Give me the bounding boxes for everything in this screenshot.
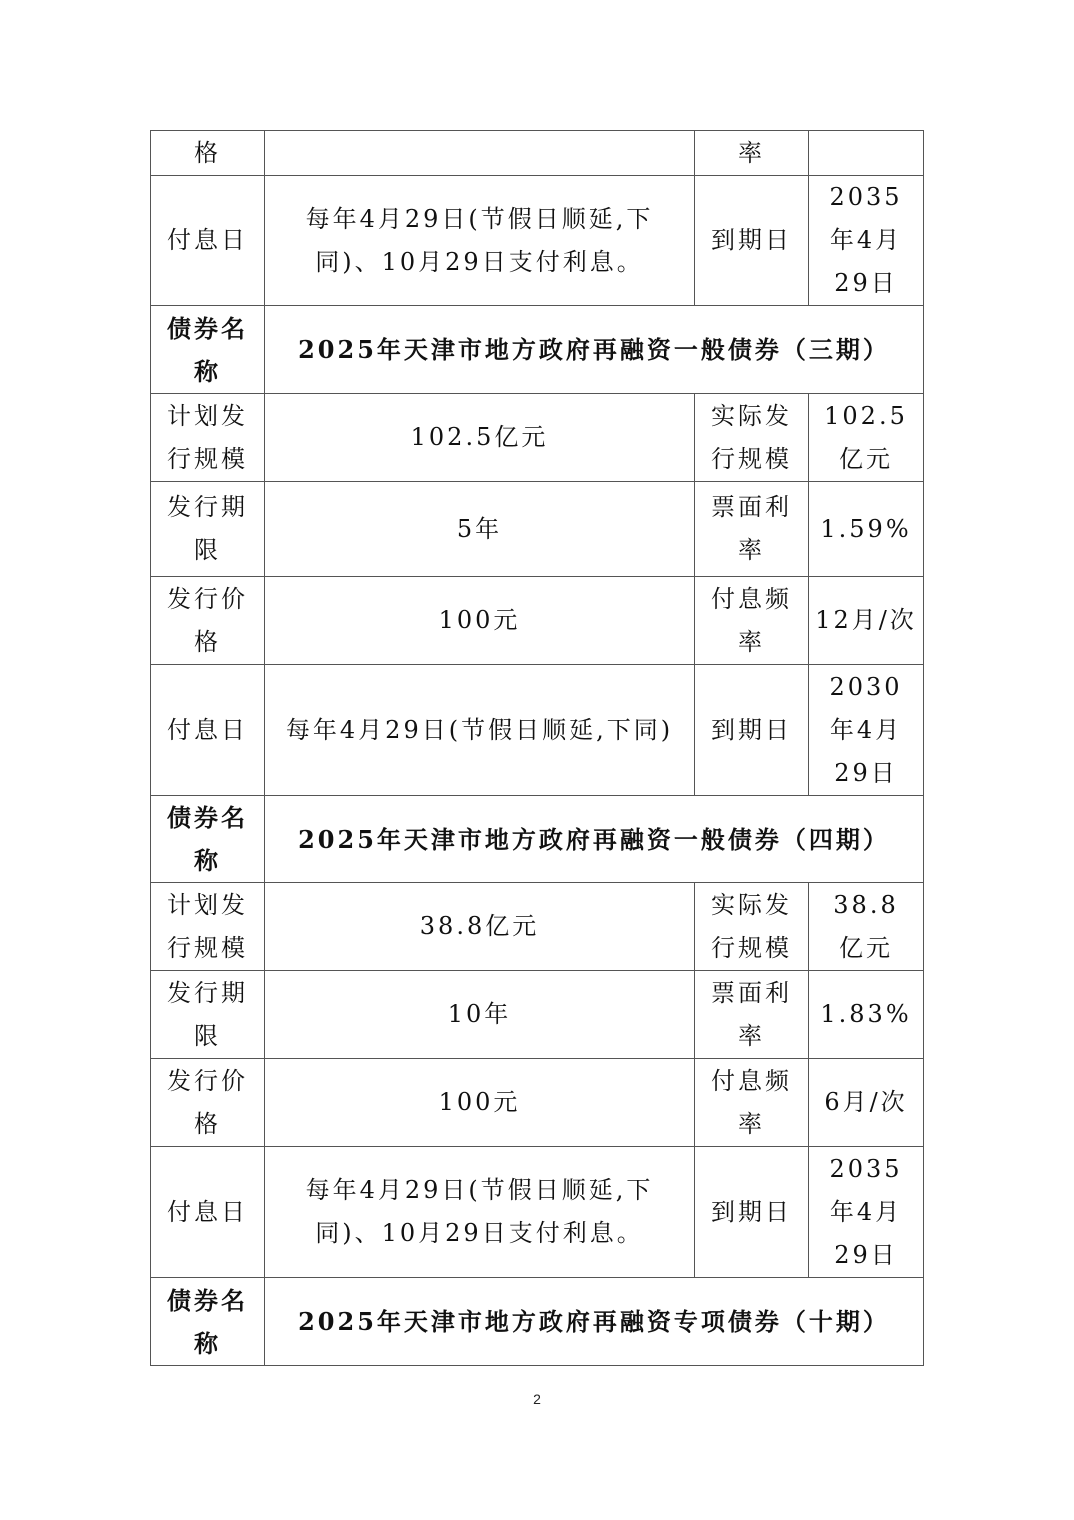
maturity-label: 到期日 (695, 665, 809, 796)
table-row (151, 176, 924, 306)
maturity-value: 2035年4月29日 (809, 1147, 924, 1278)
table-row (151, 971, 924, 1059)
freq-label-continued: 率 (695, 131, 809, 176)
term-value: 5年 (265, 482, 695, 577)
table-row (151, 394, 924, 482)
bond-name: 2025年天津市地方政府再融资一般债券（四期） (265, 796, 924, 883)
planned-size-value: 38.8亿元 (265, 883, 695, 971)
coupon-rate-label: 票面利率 (695, 482, 809, 577)
payday-label: 付息日 (151, 1147, 265, 1278)
maturity-label: 到期日 (695, 176, 809, 306)
issue-price-label: 发行价格 (151, 1059, 265, 1147)
coupon-rate-value: 1.83% (809, 971, 924, 1059)
payday-value: 每年4月29日(节假日顺延,下同)、10月29日支付利息。 (265, 1147, 695, 1278)
table-row (151, 1147, 924, 1278)
table-row (151, 883, 924, 971)
payment-frequency-value: 12月/次 (809, 577, 924, 665)
issue-price-value: 100元 (265, 577, 695, 665)
bond-name-label: 债券名称 (151, 796, 265, 883)
coupon-rate-value: 1.59% (809, 482, 924, 577)
planned-size-label: 计划发行规模 (151, 394, 265, 482)
payment-frequency-value: 6月/次 (809, 1059, 924, 1147)
bond-name: 2025年天津市地方政府再融资专项债券（十期） (265, 1278, 924, 1366)
table-row (151, 1059, 924, 1147)
actual-size-value: 38.8亿元 (809, 883, 924, 971)
bond-name-label: 债券名称 (151, 306, 265, 394)
term-value: 10年 (265, 971, 695, 1059)
table-row (151, 577, 924, 665)
maturity-value: 2030年4月29日 (809, 665, 924, 796)
planned-size-label: 计划发行规模 (151, 883, 265, 971)
issue-price-label: 发行价格 (151, 577, 265, 665)
issue-price-value: 100元 (265, 1059, 695, 1147)
table-row (151, 1278, 924, 1366)
payday-label: 付息日 (151, 665, 265, 796)
page-number: 2 (533, 1391, 541, 1407)
payment-frequency-label: 付息频率 (695, 1059, 809, 1147)
table-row (151, 131, 924, 176)
payday-label: 付息日 (151, 176, 265, 306)
payday-value: 每年4月29日(节假日顺延,下同) (265, 665, 695, 796)
table-row (151, 796, 924, 883)
table-row (151, 306, 924, 394)
bond-name: 2025年天津市地方政府再融资一般债券（三期） (265, 306, 924, 394)
actual-size-value: 102.5亿元 (809, 394, 924, 482)
bond-name-label: 债券名称 (151, 1278, 265, 1366)
term-label: 发行期限 (151, 482, 265, 577)
table-row (151, 665, 924, 796)
actual-size-label: 实际发行规模 (695, 883, 809, 971)
planned-size-value: 102.5亿元 (265, 394, 695, 482)
term-label: 发行期限 (151, 971, 265, 1059)
maturity-value: 2035年4月29日 (809, 176, 924, 306)
coupon-rate-label: 票面利率 (695, 971, 809, 1059)
freq-value-continued (809, 131, 924, 176)
actual-size-label: 实际发行规模 (695, 394, 809, 482)
price-label-continued: 格 (151, 131, 265, 176)
maturity-label: 到期日 (695, 1147, 809, 1278)
bond-info-table (150, 130, 924, 1366)
payday-value: 每年4月29日(节假日顺延,下同)、10月29日支付利息。 (265, 176, 695, 306)
table-row (151, 482, 924, 577)
price-value-continued (265, 131, 695, 176)
payment-frequency-label: 付息频率 (695, 577, 809, 665)
